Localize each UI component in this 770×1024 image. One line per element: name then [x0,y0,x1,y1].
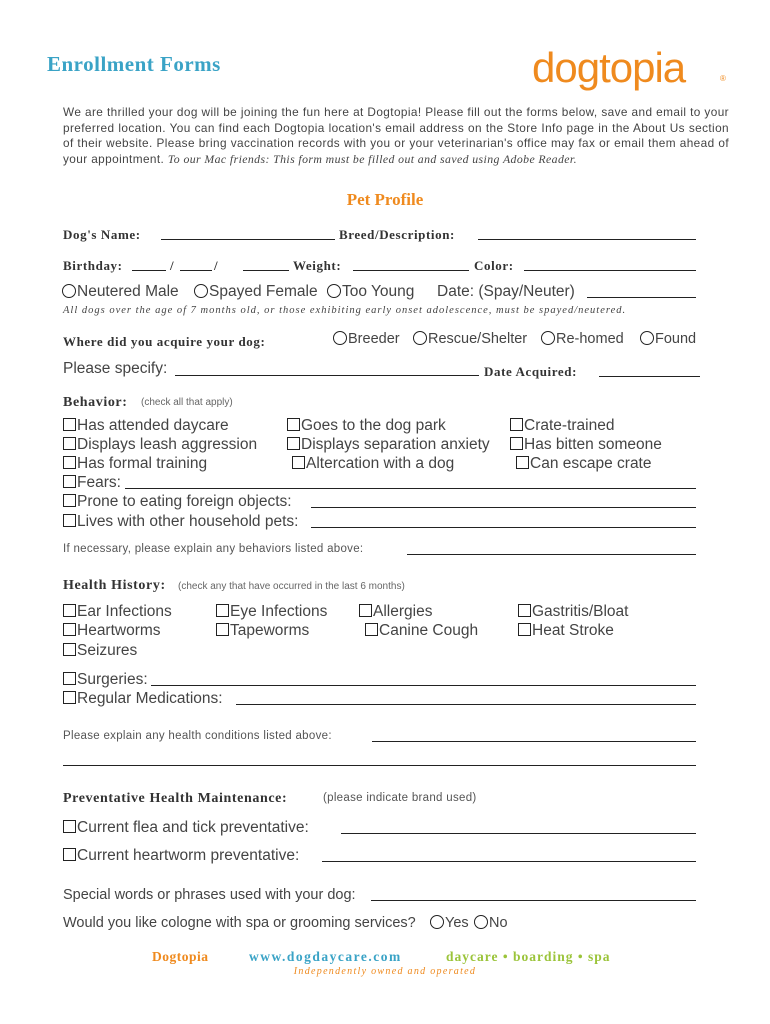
health-item[interactable] [518,622,614,640]
surgeries-option[interactable] [63,671,148,689]
special-words-label: Special words or phrases used with your dog: [63,887,356,903]
checkbox-icon[interactable] [63,437,76,450]
birthday-label: Birthday: [63,258,123,273]
health-item[interactable] [63,622,161,640]
checkbox-icon[interactable] [63,643,76,656]
behavior-explain-field[interactable] [407,554,696,555]
flea-field[interactable] [341,833,696,834]
cologne-yes-label: Yes [445,915,469,931]
checkbox-icon[interactable] [292,456,305,469]
rehomed-option[interactable] [541,331,624,347]
breed-field[interactable] [478,239,696,240]
section-title-pet-profile: Pet Profile [346,190,424,209]
date-acquired-label: Date Acquired: [484,364,578,379]
cologne-label: Would you like cologne with spa or grooming services? [63,915,416,931]
found-label: Found [655,331,697,347]
page-title: Enrollment Forms [47,52,221,76]
behavior-item-label: Has attended daycare [77,417,229,434]
health-item[interactable] [365,622,478,640]
footer-note: Independently owned and operated [293,966,477,977]
behavior-item-label: Can escape crate [530,455,652,472]
cologne-no-label: No [489,915,508,931]
checkbox-icon[interactable] [63,820,76,833]
please-specify-field[interactable] [175,375,479,376]
please-specify-label: Please specify: [63,360,168,377]
behavior-item-label: Displays separation anxiety [301,436,490,453]
checkbox-icon[interactable] [287,437,300,450]
cologne-no-option[interactable] [474,915,508,931]
health-item[interactable] [359,603,432,621]
lives-field[interactable] [311,527,696,528]
spay-date-label: Date: (Spay/Neuter) [437,283,575,300]
birthday-day-field[interactable] [180,270,212,271]
health-explain-field[interactable] [372,741,696,742]
spayed-female-option[interactable] [194,283,318,301]
checkbox-icon[interactable] [359,604,372,617]
behavior-item-label: Crate-trained [524,417,615,434]
lives-label: Lives with other household pets: [77,513,299,530]
behavior-item-label: Displays leash aggression [77,436,258,453]
neutered-male-option[interactable] [62,283,179,301]
footer-brand: Dogtopia [152,949,209,964]
heartworm-option[interactable] [63,847,299,865]
health-item[interactable] [63,642,137,660]
prone-field[interactable] [311,507,696,508]
behavior-item-label: Has formal training [77,455,208,472]
logo-text: dogtopia [532,44,686,91]
behavior-item[interactable] [510,417,614,435]
behavior-item[interactable] [292,455,454,473]
medications-field[interactable] [236,704,696,705]
behavior-item[interactable] [516,455,652,473]
surgeries-label: Surgeries: [77,671,148,688]
intro-paragraph [63,105,729,167]
medications-label: Regular Medications: [77,690,223,707]
health-item-label: Seizures [77,642,138,659]
intro-text: We are thrilled your dog will be joining the fun here at Dogtopia! Please fill out the forms below, save and email to your preferred location. You can find each Dogtopia location's email address on the Store Info page in the About Us section of their website. Please bring vaccination records with you or your veterinarian's office may fax or email them ahead of your appointment. [63,105,729,166]
neutered-male-label: Neutered Male [77,283,179,300]
health-item[interactable] [63,603,172,621]
color-field[interactable] [524,270,696,271]
checkbox-icon[interactable] [63,604,76,617]
health-explain-label: Please explain any health conditions listed above: [63,730,332,742]
checkbox-icon[interactable] [518,623,531,636]
health-item-label: Heartworms [77,622,161,639]
found-option[interactable] [640,331,696,347]
checkbox-icon[interactable] [365,623,378,636]
checkbox-icon[interactable] [63,418,76,431]
spayed-female-radio[interactable] [194,284,208,298]
health-item-label: Allergies [373,603,433,620]
flea-option[interactable] [63,819,309,837]
health-item-label: Canine Cough [379,622,479,639]
breeder-radio[interactable] [333,331,347,345]
checkbox-icon[interactable] [63,691,76,704]
health-history-label: Health History: [63,578,166,593]
behavior-explain-label: If necessary, please explain any behaviors listed above: [63,543,364,555]
health-explain-field-2[interactable] [63,765,696,766]
checkbox-icon[interactable] [63,672,76,685]
too-young-option[interactable] [327,283,414,301]
checkbox-icon[interactable] [216,604,229,617]
prone-label: Prone to eating foreign objects: [77,493,292,510]
too-young-label: Too Young [342,283,415,300]
spayed-female-label: Spayed Female [209,283,318,300]
behavior-label: Behavior: [63,395,128,410]
lives-option[interactable] [63,513,298,531]
behavior-item[interactable] [510,436,662,454]
acquire-label: Where did you acquire your dog: [63,334,266,349]
checkbox-icon[interactable] [510,437,523,450]
breeder-option[interactable] [333,331,400,347]
checkbox-icon[interactable] [516,456,529,469]
surgeries-field[interactable] [151,685,696,686]
spay-date-field[interactable] [587,297,696,298]
health-item[interactable] [216,603,327,621]
rescue-label: Rescue/Shelter [428,331,528,347]
date-acquired-field[interactable] [599,376,700,377]
rescue-option[interactable] [413,331,527,347]
medications-option[interactable] [63,690,223,708]
fears-label: Fears: [77,474,121,491]
checkbox-icon[interactable] [63,456,76,469]
birthday-year-field[interactable] [243,270,289,271]
health-item-label: Heat Stroke [532,622,614,639]
dogtopia-logo [532,44,732,106]
heartworm-label: Current heartworm preventative: [77,847,300,864]
cologne-no-radio[interactable] [474,915,488,929]
checkbox-icon[interactable] [518,604,531,617]
found-radio[interactable] [640,331,654,345]
special-words-field[interactable] [371,900,696,901]
health-item-label: Gastritis/Bloat [532,603,629,620]
checkbox-icon[interactable] [63,494,76,507]
dog-name-field[interactable] [161,239,335,240]
checkbox-icon[interactable] [63,514,76,527]
checkbox-icon[interactable] [63,623,76,636]
too-young-radio[interactable] [327,284,341,298]
neutered-male-radio[interactable] [62,284,76,298]
fears-field[interactable] [125,488,696,489]
fears-option[interactable] [63,474,121,492]
heartworm-field[interactable] [322,861,696,862]
health-item-label: Tapeworms [230,622,310,639]
health-item-label: Eye Infections [230,603,328,620]
health-item-label: Ear Infections [77,603,172,620]
preventative-hint: (please indicate brand used) [323,792,477,804]
rescue-radio[interactable] [413,331,427,345]
behavior-item-label: Goes to the dog park [301,417,446,434]
cologne-yes-radio[interactable] [430,915,444,929]
birthday-month-field[interactable] [132,270,166,271]
weight-field[interactable] [353,270,469,271]
cologne-yes-option[interactable] [430,915,469,931]
footer-services: daycare • boarding • spa [446,949,611,964]
intro-mac-note: To our Mac friends: This form must be filled out and saved using Adobe Reader. [167,151,577,166]
preventative-label: Preventative Health Maintenance: [63,791,288,806]
rehomed-label: Re-homed [556,331,624,347]
rehomed-radio[interactable] [541,331,555,345]
dog-name-label: Dog's Name: [63,227,141,242]
color-label: Color: [474,258,514,273]
health-item[interactable] [216,622,309,640]
breeder-label: Breeder [348,331,400,347]
flea-label: Current flea and tick preventative: [77,819,309,836]
checkbox-icon[interactable] [63,848,76,861]
birthday-slash-1: / [170,258,175,273]
health-history-hint: (check any that have occurred in the last 6 months) [178,581,405,592]
spay-note: All dogs over the age of 7 months old, or those exhibiting early onset adolescence, must be spayed/neutered. [63,305,627,316]
birthday-slash-2: / [214,258,219,273]
behavior-item[interactable] [287,436,490,454]
checkbox-icon[interactable] [287,418,300,431]
footer-url[interactable]: www.dogdaycare.com [249,949,402,964]
logo-registered-mark: ® [720,74,726,83]
checkbox-icon[interactable] [510,418,523,431]
health-item[interactable] [518,603,628,621]
behavior-item[interactable] [63,455,207,473]
checkbox-icon[interactable] [63,475,76,488]
behavior-item-label: Altercation with a dog [306,455,455,472]
behavior-item[interactable] [63,417,229,435]
behavior-item[interactable] [287,417,446,435]
behavior-item[interactable] [63,436,257,454]
checkbox-icon[interactable] [216,623,229,636]
behavior-hint: (check all that apply) [141,397,233,408]
behavior-item-label: Has bitten someone [524,436,662,453]
prone-option[interactable] [63,493,292,511]
weight-label: Weight: [293,258,342,273]
breed-label: Breed/Description: [339,227,455,242]
